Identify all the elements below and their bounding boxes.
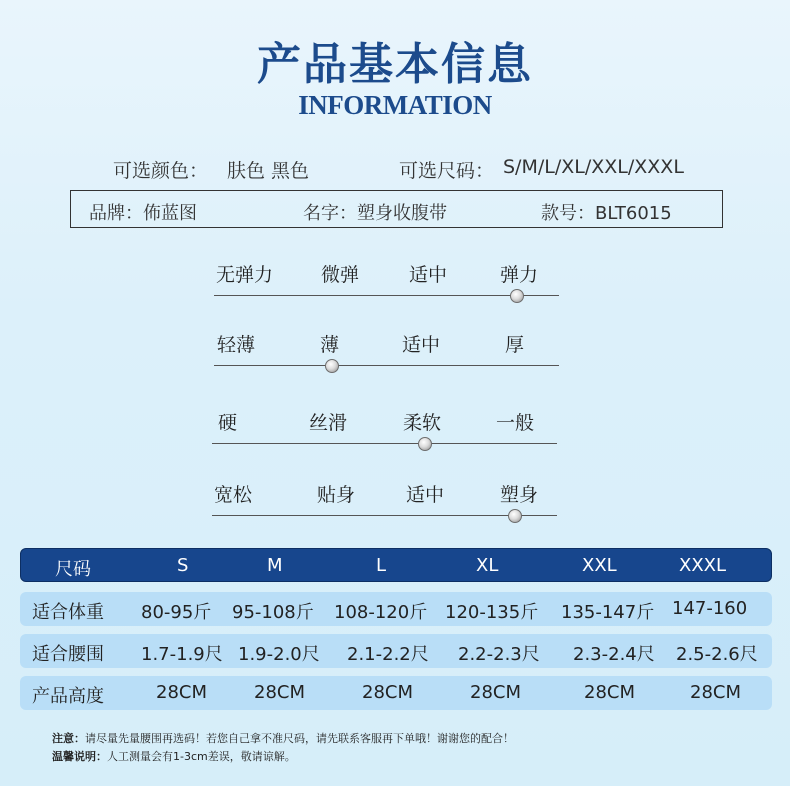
scale3-label-4: 一般 <box>496 412 535 434</box>
table-row <box>20 676 772 710</box>
scale3-label-1: 硬 <box>218 412 238 434</box>
note-attention <box>52 730 514 746</box>
product-name-text: 名字：塑身收腹带 <box>303 203 447 224</box>
size-table-header <box>20 548 772 582</box>
scale3-indicator <box>418 437 432 451</box>
scale3-label-3: 柔软 <box>403 412 442 434</box>
note-tip-label: 温馨说明： <box>52 750 107 763</box>
note-attention-label: 注意： <box>52 732 85 745</box>
table-row <box>20 592 772 626</box>
table-cell: 108-120斤 <box>334 602 428 623</box>
scale1-label-3: 适中 <box>409 264 448 286</box>
brand-text: 品牌：佈蓝图 <box>89 203 197 224</box>
table-cell: 2.3-2.4尺 <box>573 644 655 665</box>
scale4-label-1: 宽松 <box>214 484 253 506</box>
scale1-track <box>214 295 559 296</box>
page-subtitle: INFORMATION <box>298 90 492 120</box>
row-label-waist: 适合腰围 <box>32 644 104 665</box>
sizes-value: S/M/L/XL/XXL/XXXL <box>503 156 684 178</box>
page-title: 产品基本信息 <box>257 39 533 90</box>
table-cell: 120-135斤 <box>445 602 539 623</box>
table-cell: 2.2-2.3尺 <box>458 644 540 665</box>
row-label-height: 产品高度 <box>32 686 104 707</box>
table-cell: 28CM <box>254 682 306 703</box>
header-cell-xxl: XXL <box>582 555 617 576</box>
header-cell-xl: XL <box>476 555 499 576</box>
scale1-label-2: 微弹 <box>321 264 360 286</box>
scale2-label-4: 厚 <box>505 334 525 356</box>
table-cell: 28CM <box>362 682 414 703</box>
table-cell: 80-95斤 <box>141 602 212 623</box>
scale2-label-2: 薄 <box>320 334 340 356</box>
table-cell: 28CM <box>156 682 208 703</box>
scale3-label-2: 丝滑 <box>309 412 348 434</box>
header-cell-size: 尺码 <box>55 559 91 580</box>
note-tip <box>52 748 296 764</box>
row-label-weight: 适合体重 <box>32 602 104 623</box>
table-cell: 2.1-2.2尺 <box>347 644 429 665</box>
scale4-track <box>212 515 557 516</box>
product-info-box <box>70 190 723 228</box>
scale3-track <box>212 443 557 444</box>
scale4-indicator <box>508 509 522 523</box>
table-cell: 2.5-2.6尺 <box>676 644 758 665</box>
table-cell: 28CM <box>690 682 742 703</box>
table-row <box>20 634 772 668</box>
model-number-text: 款号：BLT6015 <box>541 203 672 224</box>
scale1-label-1: 无弹力 <box>216 264 274 286</box>
table-cell: 28CM <box>584 682 636 703</box>
scale4-label-3: 适中 <box>406 484 445 506</box>
scale1-label-4: 弹力 <box>500 264 539 286</box>
table-cell: 1.9-2.0尺 <box>238 644 320 665</box>
header-cell-l: L <box>376 555 387 576</box>
scale1-indicator <box>510 289 524 303</box>
table-cell: 1.7-1.9尺 <box>141 644 223 665</box>
scale2-track <box>214 365 559 366</box>
table-cell: 95-108斤 <box>232 602 314 623</box>
table-cell: 147-160 <box>672 598 748 619</box>
colors-value: 肤色 黑色 <box>227 160 310 182</box>
scale2-label-3: 适中 <box>402 334 441 356</box>
sizes-label: 可选尺码： <box>399 160 495 182</box>
scale2-indicator <box>325 359 339 373</box>
note-tip-text: 人工测量会有1-3cm差误，敬请谅解。 <box>107 750 296 763</box>
table-cell: 28CM <box>470 682 522 703</box>
scale4-label-4: 塑身 <box>500 484 539 506</box>
header-cell-m: M <box>267 555 283 576</box>
note-attention-text: 请尽量先量腰围再选码！若您自己拿不准尺码，请先联系客服再下单哦！谢谢您的配合！ <box>85 732 514 745</box>
scale2-label-1: 轻薄 <box>217 334 256 356</box>
colors-label: 可选颜色： <box>113 160 209 182</box>
header-cell-s: S <box>177 555 189 576</box>
scale4-label-2: 贴身 <box>317 484 356 506</box>
header-cell-xxxl: XXXL <box>679 555 727 576</box>
table-cell: 135-147斤 <box>561 602 655 623</box>
